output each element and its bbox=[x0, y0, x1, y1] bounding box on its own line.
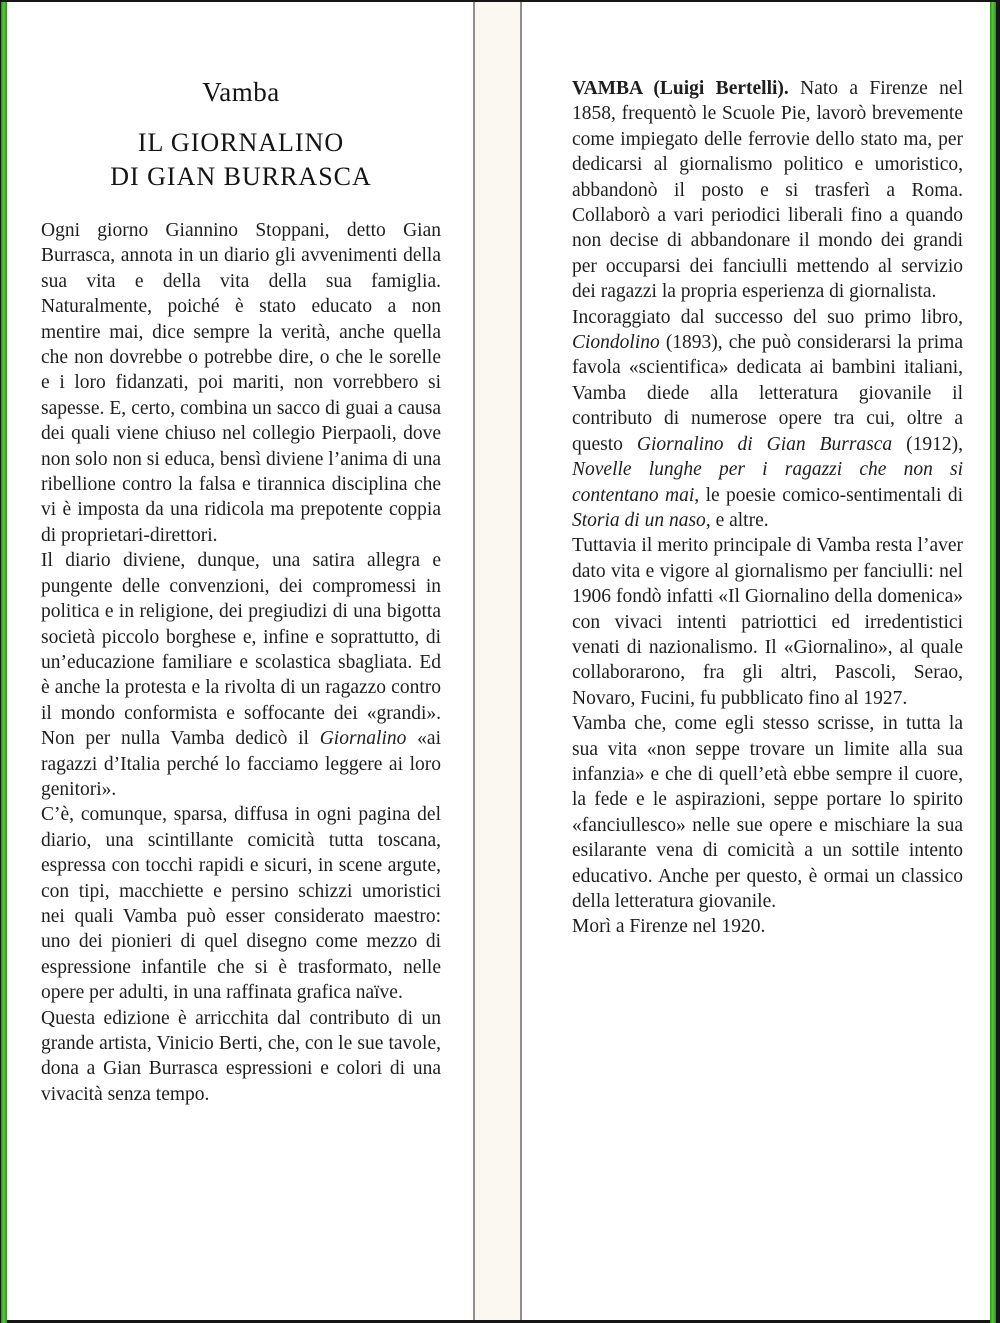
book-title-line-1: IL GIORNALINO bbox=[137, 128, 345, 157]
paragraph bbox=[41, 218, 441, 548]
paragraph bbox=[41, 1006, 441, 1108]
text-segment: Ogni giorno Giannino Stoppani, detto Gian Burrasca, annota in un diario gli avvenimenti della sua vita e della vita della sua famiglia. Naturalmente, poiché è stato educato a non mentire mai, dice sempre la verità, anche quella che non dovrebbe o potrebbe dire, o che le sorelle e i loro fidanzati, poi mariti, non vorrebbero si sapesse. E, certo, combina un sacco di guai a causa dei quali viene chiuso nel collegio Pierpaoli, dove non solo non si educa, bensì diviene l’anima di una ribellione contro la falsa e tirannica disciplina che vi è imposta da una ridicola ma prepotente coppia di proprietari-direttori. bbox=[41, 220, 441, 546]
left-column-paragraphs bbox=[41, 218, 441, 1107]
text-segment: C’è, comunque, sparsa, diffusa in ogni pagina del diario, una scintillante comicità tutta toscana, espressa con tocchi rapidi e sicuri, in scene argute, con tipi, macchiette e persino schizzi umoristici nei quali Vamba può esser considerato maestro: uno dei pionieri di quel disegno come mezzo di espressione infantile che si è trasformato, nelle opere per adulti, in una raffinata grafica naïve. bbox=[41, 804, 441, 1004]
left-column bbox=[41, 76, 441, 1107]
text-segment: Giornalino di Gian Burrasca bbox=[636, 433, 893, 455]
text-segment: (1893), che può considerarsi la prima favola «scientifica» dedicata ai bambini italiani, Vamba diede alla letteratura giovanile il contributo di numerose opere tra cui, oltre a questo bbox=[572, 332, 963, 455]
text-segment: Nato a Firenze nel 1858, frequentò le Scuole Pie, lavorò brevemente come impiegato delle ferrovie dello stato ma, per dedicarsi al giornalismo politico e umoristico, abbandonò il posto e si trasferì a Roma. Collaborò a vari periodici liberali fino a quando non decise di abbandonare il mondo dei grandi per occuparsi dei fanciulli mettendo al servizio dei ragazzi la propria esperienza di giornalista. bbox=[572, 78, 964, 303]
page-border-top bbox=[0, 0, 1000, 2]
text-segment: (1912), bbox=[892, 433, 963, 455]
page-edge-right-line bbox=[996, 0, 1000, 1323]
page-edge-left-line bbox=[0, 0, 1, 1323]
text-segment: , le poesie comico-sentimentali di bbox=[694, 484, 963, 506]
text-segment: Il diario diviene, dunque, una satira allegra e pungente delle convenzioni, dei compromessi in politica e in religione, dei pregiudizi di una bigotta società piccolo borghese e, infine e soprattutto, di un’educazione familiare e scolastica sbagliata. Ed è anche la protesta e la rivolta di un ragazzo contro il mondo conformista e soffocante dei «grandi». Non per nulla Vamba dedicò il bbox=[41, 550, 441, 750]
text-segment: «ai ragazzi d’Italia perché lo facciamo leggere ai loro genitori». bbox=[41, 728, 441, 800]
author-heading: Vamba bbox=[202, 77, 280, 107]
text-segment: , e altre. bbox=[705, 509, 769, 531]
text-segment: Giornalino bbox=[319, 728, 407, 750]
text-segment: Morì a Firenze nel 1920. bbox=[572, 916, 766, 938]
paragraph bbox=[572, 305, 963, 534]
paragraph bbox=[572, 914, 963, 939]
paragraph bbox=[41, 548, 441, 802]
text-segment: Storia di un naso bbox=[572, 509, 706, 531]
text-segment: Tuttavia il merito principale di Vamba resta l’aver dato vita e vigore al giornalismo per fanciulli: nel 1906 fondò infatti «Il Giornalino della domenica» con vivaci intenti patriottici ed irredentistici venati di nazionalismo. Il «Giornalino», al quale collaborarono, fra gli altri, Pascoli, Serao, Novaro, Fucini, fu pubblicato fino al 1927. bbox=[572, 535, 963, 709]
text-segment: Questa edizione è arricchita dal contributo di un grande artista, Vinicio Berti, che, con le sue tavole, dona a Gian Burrasca espressioni e colori di una vivacità senza tempo. bbox=[41, 1007, 441, 1105]
green-stripe-left bbox=[1, 0, 7, 1323]
paragraph bbox=[572, 711, 963, 914]
book-title bbox=[41, 126, 441, 194]
right-column-paragraphs bbox=[572, 76, 963, 940]
paragraph bbox=[572, 533, 963, 711]
text-segment: Vamba che, come egli stesso scrisse, in tutta la sua vita «non seppe trovare un limite alla sua infanzia» e che di quell’età ebbe sempre il cuore, la fede e le aspirazioni, seppe portare lo spirito «fanciullesco» nelle sue opere e mischiare la sua esilarante vena di comicità a un sottile intento educativo. Anche per questo, è ormai un classico della letteratura giovanile. bbox=[572, 713, 963, 912]
book-title-line-2: DI GIAN BURRASCA bbox=[110, 162, 372, 191]
text-segment: Ciondolino bbox=[572, 332, 660, 354]
text-segment: VAMBA (Luigi Bertelli). bbox=[572, 78, 789, 99]
text-segment: Novelle lunghe per i ragazzi che non si contentano mai bbox=[572, 459, 963, 506]
green-stripe-right bbox=[990, 0, 996, 1323]
paragraph bbox=[572, 76, 963, 305]
right-column bbox=[572, 76, 963, 940]
paragraph bbox=[41, 802, 441, 1005]
column-divider bbox=[473, 2, 522, 1320]
text-segment: Incoraggiato dal successo del suo primo libro, bbox=[572, 306, 963, 328]
